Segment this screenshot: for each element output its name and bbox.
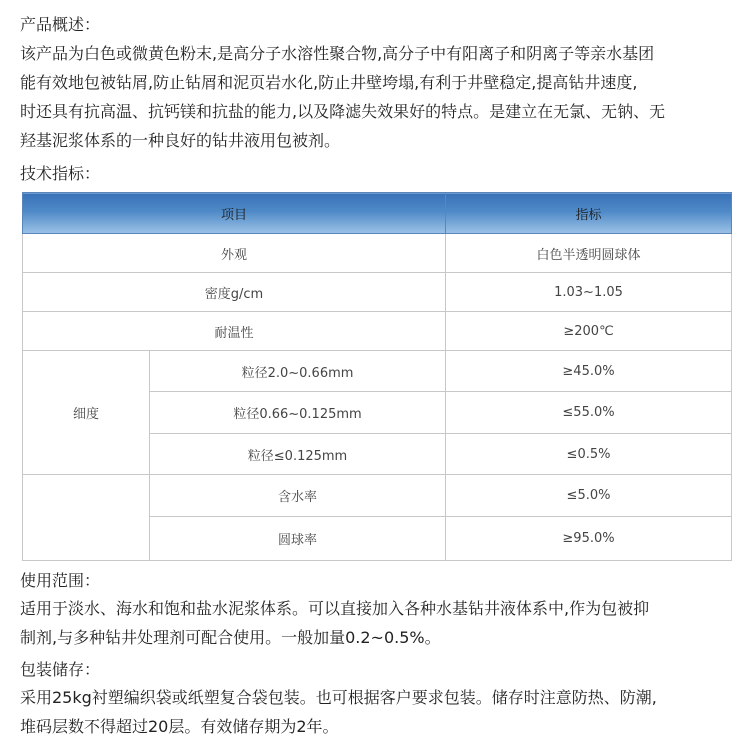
overview-line: 时还具有抗高温、抗钙镁和抗盐的能力,以及降滤失效果好的特点。是建立在无氯、无钠、无 [20,102,666,121]
table-row [23,273,732,312]
packaging-heading: 包装储存： [20,660,101,679]
row-value: ≥200℃ [446,312,732,351]
overview-line: 羟基泥浆体系的一种良好的钻井液用包被剂。 [20,131,341,150]
specs-heading: 技术指标： [20,164,101,183]
row-value: 白色半透明圆球体 [446,234,732,273]
packaging-line: 采用25kg衬塑编织袋或纸塑复合袋包装。也可根据客户要求包装。储存时注意防热、防潮, [20,688,657,707]
table-row [23,351,732,392]
row-value: ≥95.0% [446,517,732,561]
packaging-line: 堆码层数不得超过20层。有效储存期为2年。 [20,717,339,736]
column-header-spec: 指标 [446,193,732,234]
row-sub-item: 含水率 [150,475,446,517]
row-sub-item: 圆球率 [150,517,446,561]
overview-line: 该产品为白色或微黄色粉末,是高分子水溶性聚合物,高分子中有阳离子和阴离子等亲水基团 [20,44,655,63]
overview-heading: 产品概述： [20,15,101,34]
usage-line: 适用于淡水、海水和饱和盐水泥浆体系。可以直接加入各种水基钻井液体系中,作为包被抑 [20,599,650,618]
row-item: 耐温性 [23,312,446,351]
row-sub-item: 粒径≤0.125mm [150,434,446,475]
column-header-item: 项目 [23,193,446,234]
row-group-empty [23,475,150,561]
overview-line: 能有效地包被钻屑,防止钻屑和泥页岩水化,防止井壁垮塌,有利于井壁稳定,提高钻井速度, [20,73,638,92]
row-value: ≥45.0% [446,351,732,392]
row-value: ≤5.0% [446,475,732,517]
row-item: 密度g/cm [23,273,446,312]
usage-heading: 使用范围： [20,571,101,590]
table-row [23,475,732,517]
row-sub-item: 粒径0.66~0.125mm [150,392,446,434]
row-sub-item: 粒径2.0~0.66mm [150,351,446,392]
row-value: 1.03~1.05 [446,273,732,312]
spec-table [22,192,732,561]
table-row [23,312,732,351]
row-group-fineness: 细度 [23,351,150,475]
usage-line: 制剂,与多种钻井处理剂可配合使用。一般加量0.2~0.5%。 [20,628,441,647]
row-item: 外观 [23,234,446,273]
table-row [23,234,732,273]
row-value: ≤0.5% [446,434,732,475]
row-value: ≤55.0% [446,392,732,434]
table-header-row [23,193,732,234]
